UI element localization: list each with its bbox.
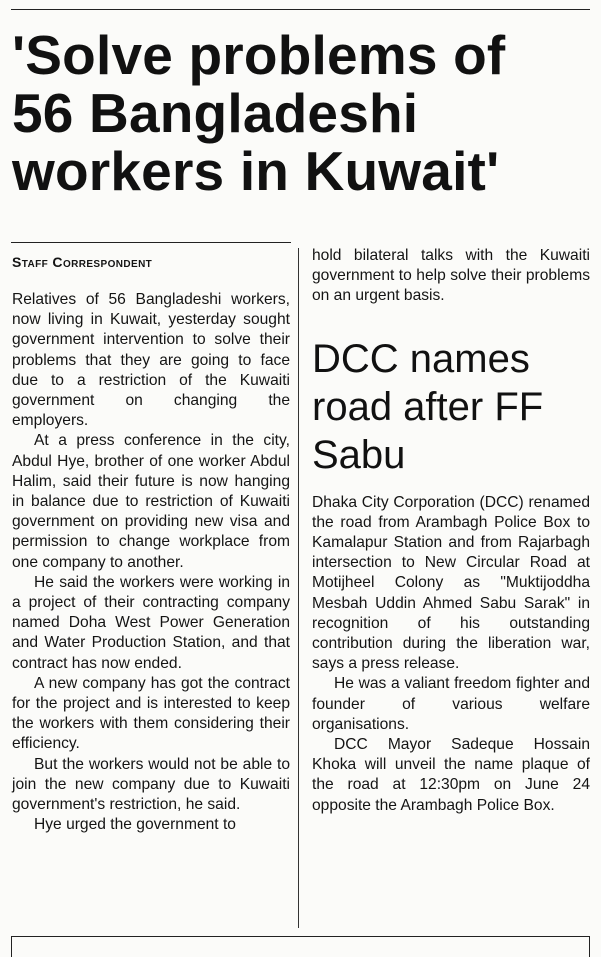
bottom-box-edge	[11, 936, 590, 957]
column-divider	[298, 248, 299, 928]
story1-paragraph: Hye urged the government to	[34, 816, 236, 834]
story2-headline: DCC names road after FF Sabu	[312, 336, 544, 477]
column-two	[312, 246, 590, 816]
top-rule	[11, 9, 590, 10]
story2-paragraph: Dhaka City Corporation (DCC) renamed the road from Arambagh Police Box to Kamalapur Station and from Rajarbagh intersection to New Circular Road at Motijheel Colony as "Muktijoddha Mesbah Uddin Ahmed Sabu Sarak" in recognition of his outstanding contribution during the liberation war, says a press release.	[312, 493, 590, 673]
byline: Staff Correspondent	[12, 254, 153, 270]
story1-continuation: hold bilateral talks with the Kuwaiti government to help solve their problems on an urgent basis.	[312, 247, 590, 305]
headline-divider	[11, 242, 291, 243]
story1-paragraph: A new company has got the contract for the project and is interested to keep the workers with them considering their efficiency.	[12, 674, 290, 753]
story1-paragraph: He said the workers were working in a project of their contracting company named Doha West Power Generation and Water Production Station, and that contract has now ended.	[12, 573, 290, 672]
story2-paragraph: He was a valiant freedom fighter and founder of various welfare organisations.	[312, 675, 590, 733]
story2-paragraph: DCC Mayor Sadeque Hossain Khoka will unveil the name plaque of the road at 12:30pm on June 24 opposite the Arambagh Police Box.	[312, 736, 590, 814]
main-headline: 'Solve problems of 56 Bangladeshi workers in Kuwait'	[12, 24, 506, 202]
story1-column	[12, 248, 290, 835]
story1-paragraph: At a press conference in the city, Abdul Hye, brother of one worker Abdul Halim, said their future is now hanging in balance due to restriction of Kuwaiti government on providing new visa and permission to change workplace from one company to another.	[12, 432, 290, 571]
story1-paragraph: Relatives of 56 Bangladeshi workers, now living in Kuwait, yesterday sought government intervention to solve their problems that they are going to face due to a restriction of the Kuwaiti government on changing the employers.	[12, 291, 290, 430]
story1-paragraph: But the workers would not be able to join the new company due to Kuwaiti government's restriction, he said.	[12, 755, 290, 814]
